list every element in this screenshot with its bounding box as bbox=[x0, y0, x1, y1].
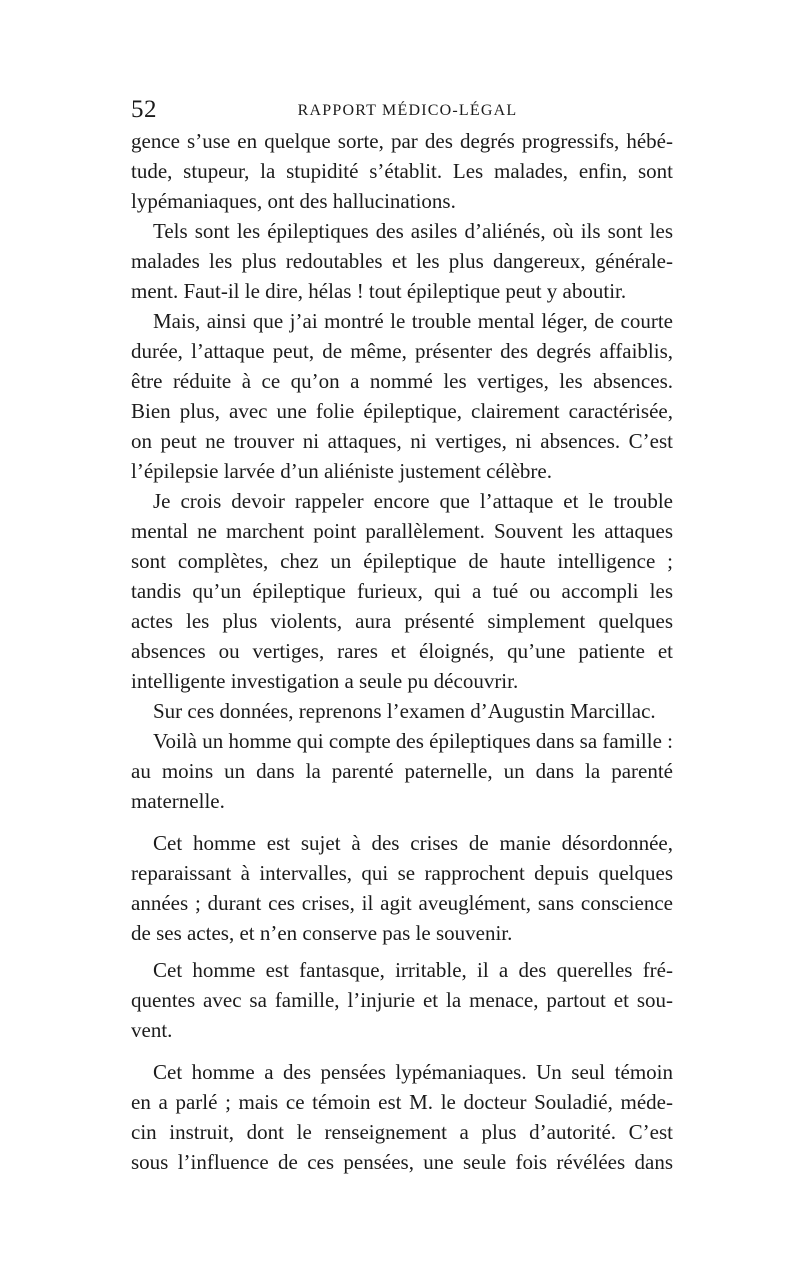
text-line: maternelle. bbox=[131, 789, 225, 813]
text-line: années ; durant ces crises, il agit aveuglément, sans conscience bbox=[131, 891, 673, 915]
text-line: quentes avec sa famille, l’injurie et la menace, partout et sou- bbox=[131, 988, 673, 1012]
page-number: 52 bbox=[131, 96, 157, 123]
text-line: tude, stupeur, la stupidité s’établit. Les malades, enfin, sont bbox=[131, 159, 673, 183]
text-line: malades les plus redoutables et les plus dangereux, générale- bbox=[131, 249, 673, 273]
text-line: en a parlé ; mais ce témoin est M. le docteur Souladié, méde- bbox=[131, 1090, 673, 1114]
text-line: Cet homme est fantasque, irritable, il a des querelles fré- bbox=[153, 958, 673, 982]
running-title: RAPPORT MÉDICO-LÉGAL bbox=[297, 102, 518, 119]
text-line: être réduite à ce qu’on a nommé les vertiges, les absences. bbox=[131, 369, 673, 393]
text-line: Sur ces données, reprenons l’examen d’Augustin Marcillac. bbox=[153, 699, 656, 723]
text-line: l’épilepsie larvée d’un aliéniste justement célèbre. bbox=[131, 459, 552, 483]
text-line: ment. Faut-il le dire, hélas ! tout épileptique peut y aboutir. bbox=[131, 279, 627, 303]
body-text bbox=[131, 126, 673, 1177]
text-line: durée, l’attaque peut, de même, présenter des degrés affaiblis, bbox=[131, 339, 673, 363]
text-line: au moins un dans la parenté paternelle, un dans la parenté bbox=[131, 759, 673, 783]
text-line: vent. bbox=[131, 1018, 173, 1042]
text-line: Cet homme est sujet à des crises de manie désordonnée, bbox=[153, 831, 673, 855]
text-line: Tels sont les épileptiques des asiles d’aliénés, où ils sont les bbox=[153, 219, 673, 243]
text-line: gence s’use en quelque sorte, par des degrés progressifs, hébé- bbox=[131, 129, 673, 153]
text-line: Cet homme a des pensées lypémaniaques. Un seul témoin bbox=[153, 1060, 673, 1084]
text-line: Je crois devoir rappeler encore que l’attaque et le trouble bbox=[153, 489, 673, 513]
text-line: Bien plus, avec une folie épileptique, clairement caractérisée, bbox=[131, 399, 673, 423]
text-line: mental ne marchent point parallèlement. Souvent les attaques bbox=[131, 519, 673, 543]
text-line: on peut ne trouver ni attaques, ni vertiges, ni absences. C’est bbox=[131, 429, 673, 453]
text-line: Mais, ainsi que j’ai montré le trouble mental léger, de courte bbox=[153, 309, 673, 333]
text-line: tandis qu’un épileptique furieux, qui a tué ou accompli les bbox=[131, 579, 673, 603]
text-line: lypémaniaques, ont des hallucinations. bbox=[131, 189, 456, 213]
text-line: Voilà un homme qui compte des épileptiques dans sa famille : bbox=[153, 729, 673, 753]
text-line: reparaissant à intervalles, qui se rapprochent depuis quelques bbox=[131, 861, 673, 885]
text-line: absences ou vertiges, rares et éloignés, qu’une patiente et bbox=[131, 639, 673, 663]
text-line: sont complètes, chez un épileptique de haute intelligence ; bbox=[131, 549, 673, 573]
page-header bbox=[131, 96, 676, 126]
text-line: intelligente investigation a seule pu découvrir. bbox=[131, 669, 519, 693]
text-line: actes les plus violents, aura présenté simplement quelques bbox=[131, 609, 673, 633]
text-line: sous l’influence de ces pensées, une seule fois révélées dans bbox=[131, 1150, 673, 1174]
text-line: de ses actes, et n’en conserve pas le souvenir. bbox=[131, 921, 513, 945]
text-line: cin instruit, dont le renseignement a plus d’autorité. C’est bbox=[131, 1120, 673, 1144]
